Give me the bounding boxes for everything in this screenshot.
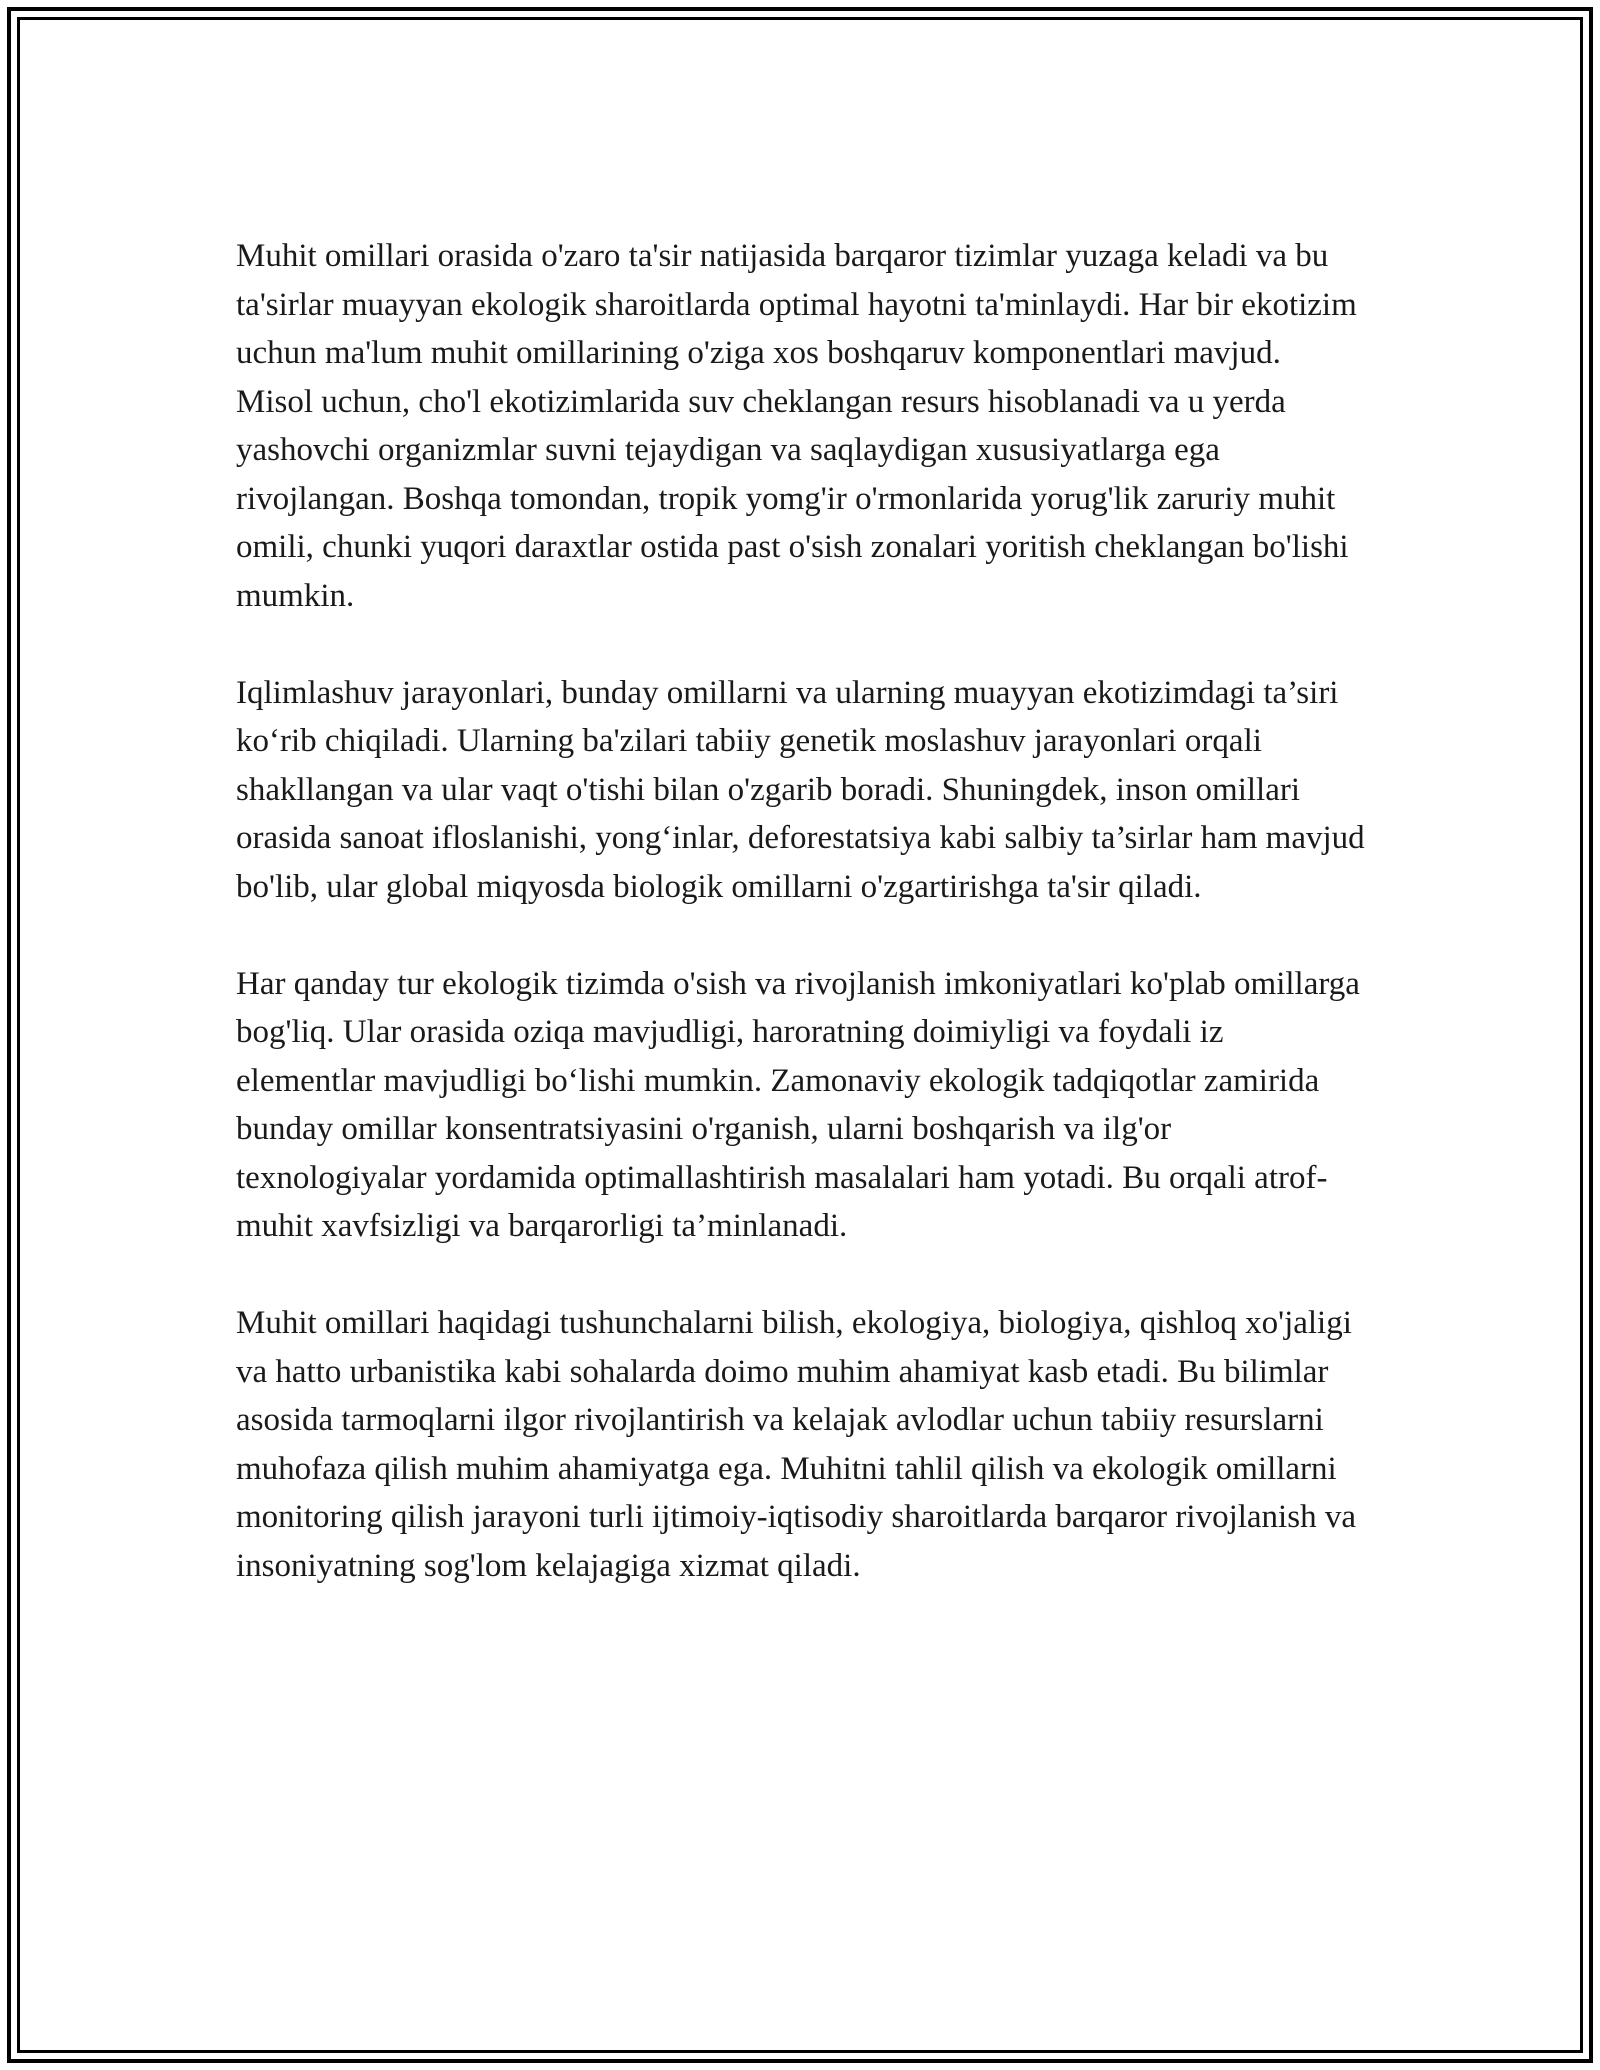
paragraph-2: Iqlimlashuv jarayonlari, bunday omillarni va ularning muayyan ekotizimdagi ta’siri ko‘rib chiqiladi. Ularning ba'zilari tabiiy genetik moslashuv jarayonlari orqali shakllangan va ular vaqt o'tishi bilan o'zgarib boradi. Shuningdek, inson omillari orasida sanoat ifloslanishi, yong‘inlar, deforestatsiya kabi salbiy ta’sirlar ham mavjud bo'lib, ular global miqyosda biologik omillarni o'zgartirishga ta'sir qiladi. xyxy=(236,674,1365,905)
paragraph-4: Muhit omillari haqidagi tushunchalarni bilish, ekologiya, biologiya, qishloq xo'jaligi va hatto urbanistika kabi sohalarda doimo muhim ahamiyat kasb etadi. Bu bilimlar asosida tarmoqlarni ilgor rivojlantirish va kelajak avlodlar uchun tabiiy resurslarni muhofaza qilish muhim ahamiyatga ega. Muhitni tahlil qilish va ekologik omillarni monitoring qilish jarayoni turli ijtimoiy-iqtisodiy sharoitlarda barqaror rivojlanish va insoniyatning sog'lom kelajagiga xizmat qiladi. xyxy=(236,1305,1356,1584)
paragraph-3: Har qanday tur ekologik tizimda o'sish va rivojlanish imkoniyatlari ko'plab omillarga bog'liq. Ular orasida oziqa mavjudligi, haroratning doimiyligi va foydali iz elementlar mavjudligi bo‘lishi mumkin. Zamonaviy ekologik tadqiqotlar zamirida bunday omillar konsentratsiyasini o'rganish, ularni boshqarish va ilg'or texnologiyalar yordamida optimallashtirish masalalari ham yotadi. Bu orqali atrof-muhit xavfsizligi va barqarorligi ta’minlanadi. xyxy=(236,965,1360,1244)
document-body xyxy=(236,232,1366,1590)
paragraph-1: Muhit omillari orasida o'zaro ta'sir natijasida barqaror tizimlar yuzaga keladi va bu ta'sirlar muayyan ekologik sharoitlarda optimal hayotni ta'minlaydi. Har bir ekotizim uchun ma'lum muhit omillarining o'ziga xos boshqaruv komponentlari mavjud. Misol uchun, cho'l ekotizimlarida suv cheklangan resurs hisoblanadi va u yerda yashovchi organizmlar suvni tejaydigan va saqlaydigan xususiyatlarga ega rivojlangan. Boshqa tomondan, tropik yomg'ir o'rmonlarida yorug'lik zaruriy muhit omili, chunki yuqori daraxtlar ostida past o'sish zonalari yoritish cheklangan bo'lishi mumkin. xyxy=(236,238,1357,614)
